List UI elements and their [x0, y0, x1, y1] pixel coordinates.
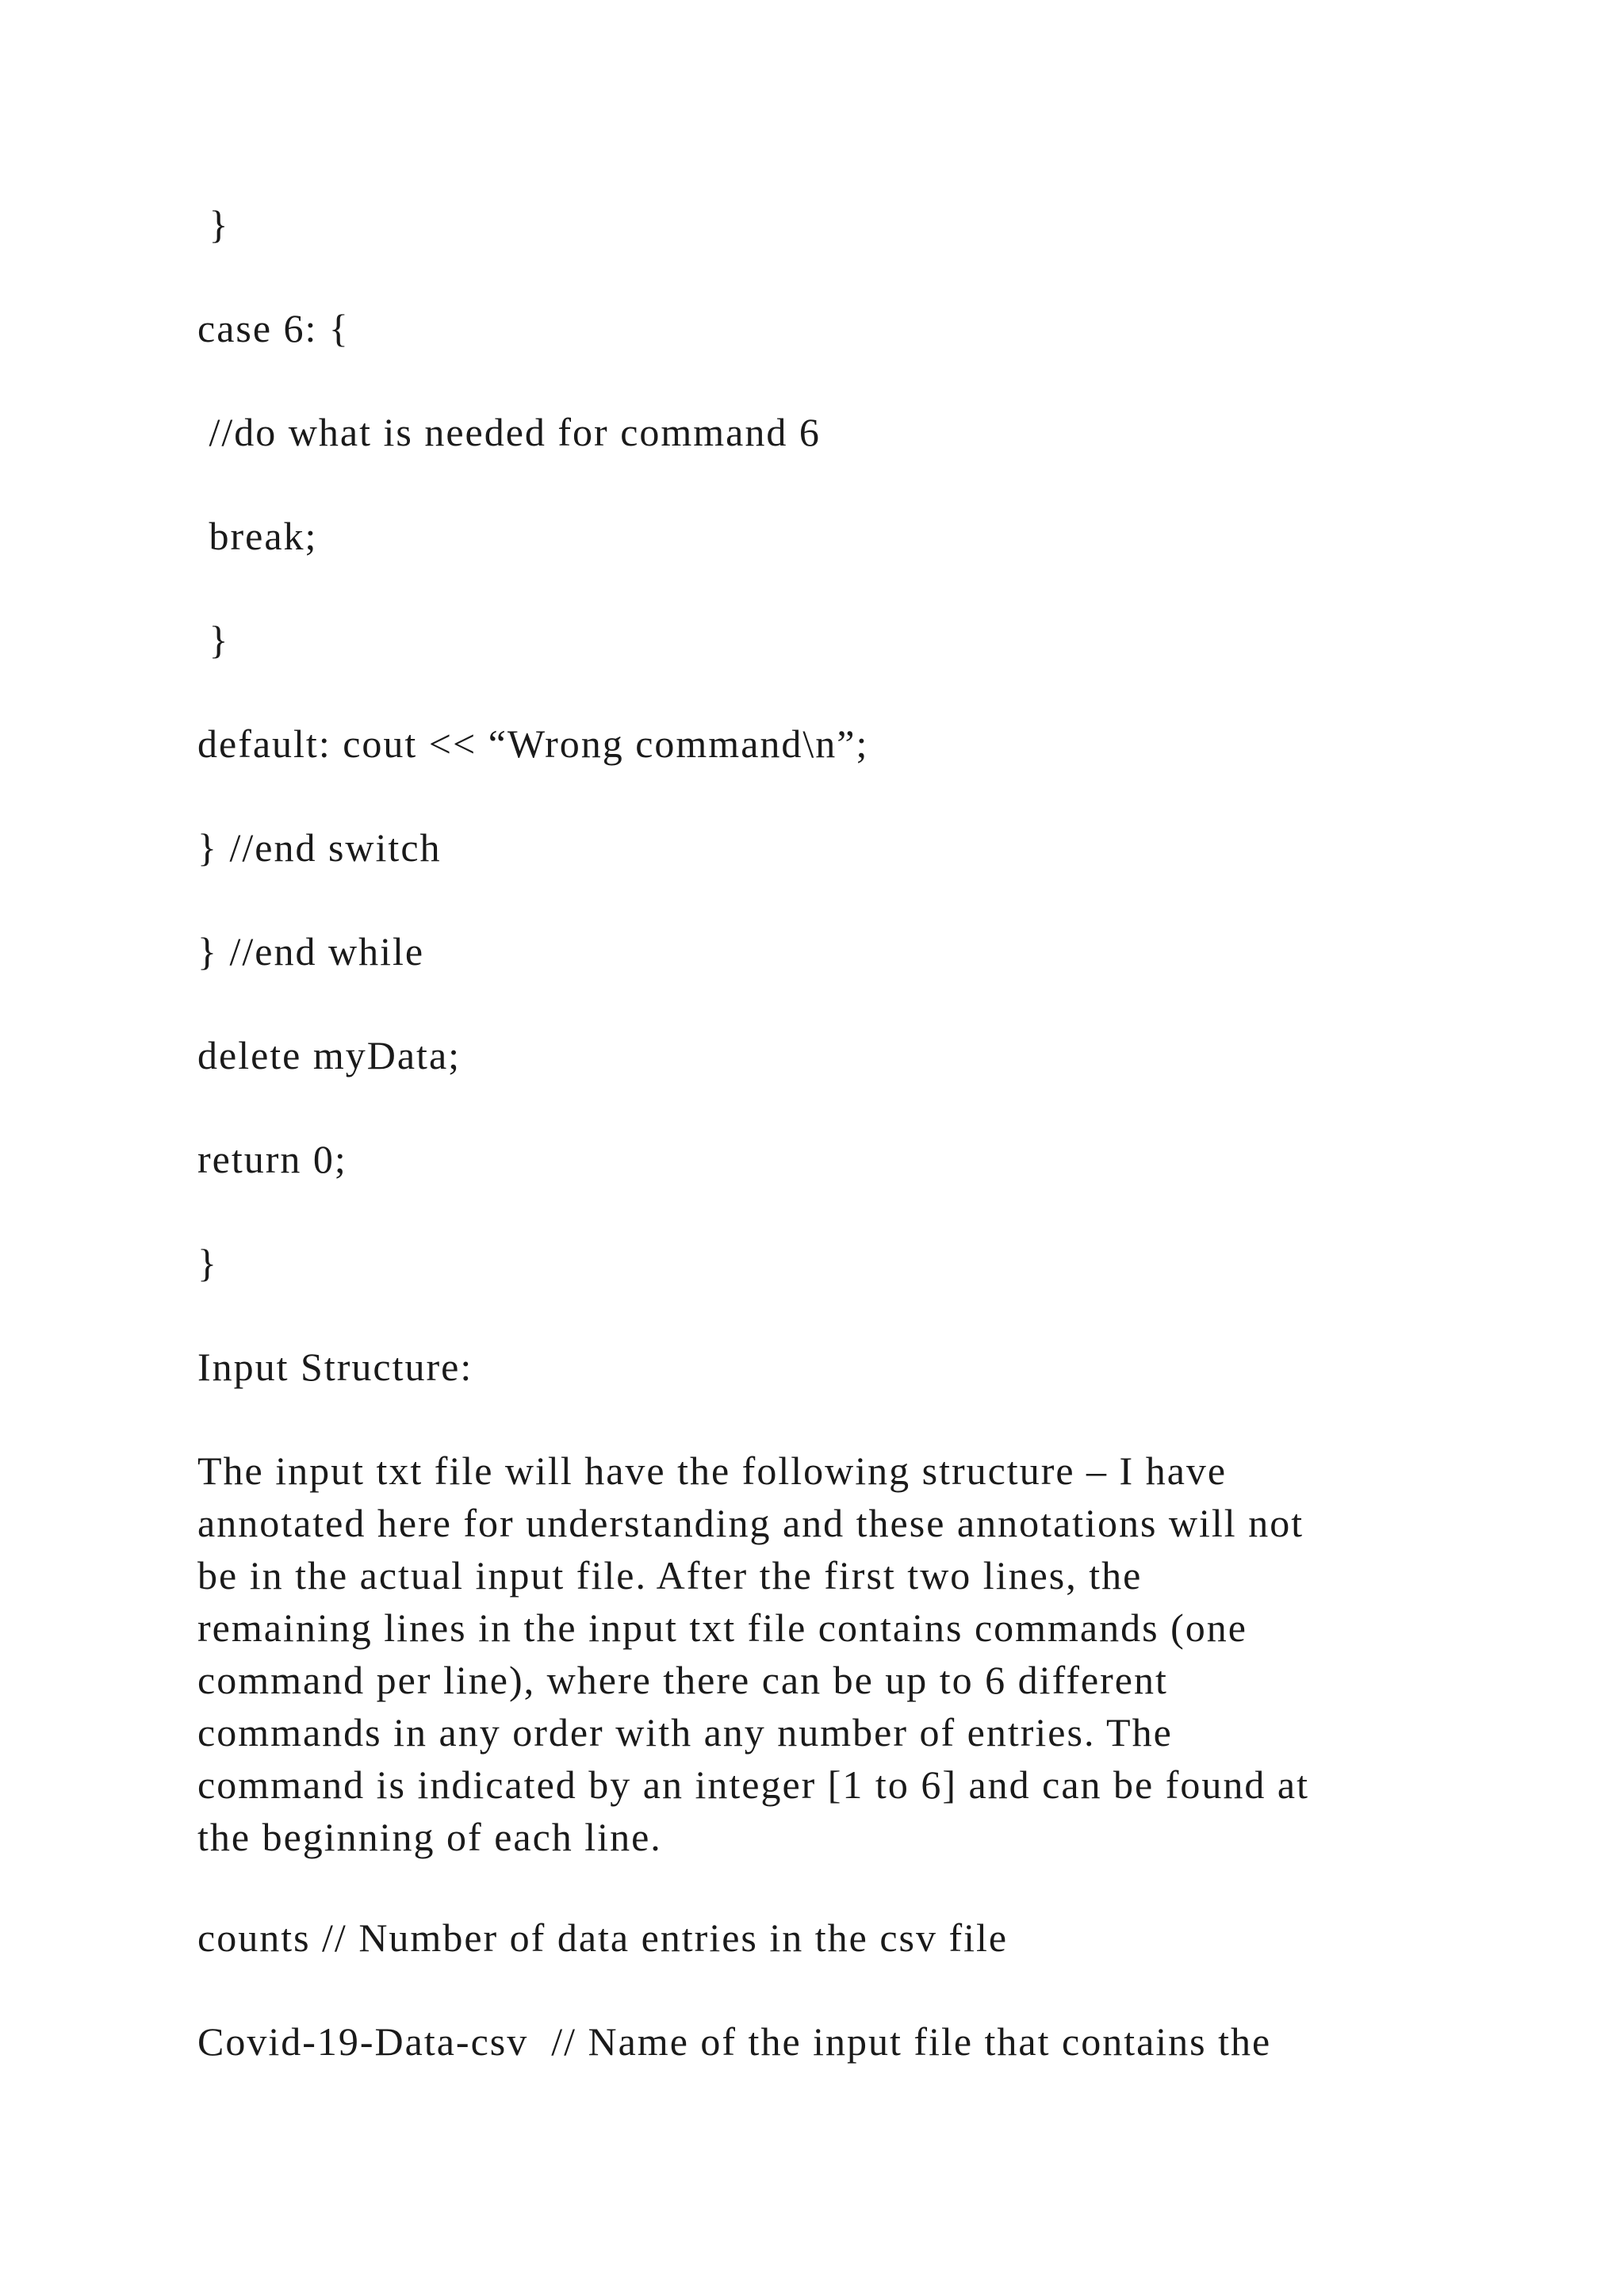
paragraph-line: command is indicated by an integer [1 to 6] and can be found at [197, 1762, 1309, 1807]
code-line-closing-brace-1: } [197, 202, 230, 247]
code-line-end-while: } //end while [197, 929, 425, 974]
input-structure-paragraph [197, 1445, 1466, 1863]
paragraph-line: command per line), where there can be up to 6 different [197, 1658, 1168, 1702]
code-line-delete: delete myData; [197, 1033, 462, 1077]
paragraph-line: remaining lines in the input txt file contains commands (one [197, 1605, 1247, 1650]
code-line-end-switch: } //end switch [197, 825, 442, 870]
code-line-return: return 0; [197, 1137, 347, 1181]
annotation-counts: counts // Number of data entries in the csv file [197, 1915, 1009, 1960]
paragraph-line: be in the actual input file. After the first two lines, the [197, 1553, 1143, 1598]
paragraph-line: the beginning of each line. [197, 1815, 662, 1859]
code-line-case-6: case 6: { [197, 306, 350, 350]
code-line-closing-brace-3: } [197, 1241, 218, 1285]
paragraph-line: annotated here for understanding and these annotations will not [197, 1501, 1304, 1545]
code-line-closing-brace-2: } [197, 618, 230, 662]
annotation-csv-file: Covid-19-Data-csv // Name of the input file that contains the [197, 2019, 1272, 2064]
paragraph-line: The input txt file will have the following structure – I have [197, 1448, 1228, 1493]
code-line-command-6-comment: //do what is needed for command 6 [197, 410, 821, 454]
section-heading: Input Structure: [197, 1345, 473, 1389]
code-line-break: break; [197, 514, 318, 558]
code-line-default: default: cout << “Wrong command\n”; [197, 721, 869, 766]
paragraph-line: commands in any order with any number of entries. The [197, 1710, 1173, 1755]
